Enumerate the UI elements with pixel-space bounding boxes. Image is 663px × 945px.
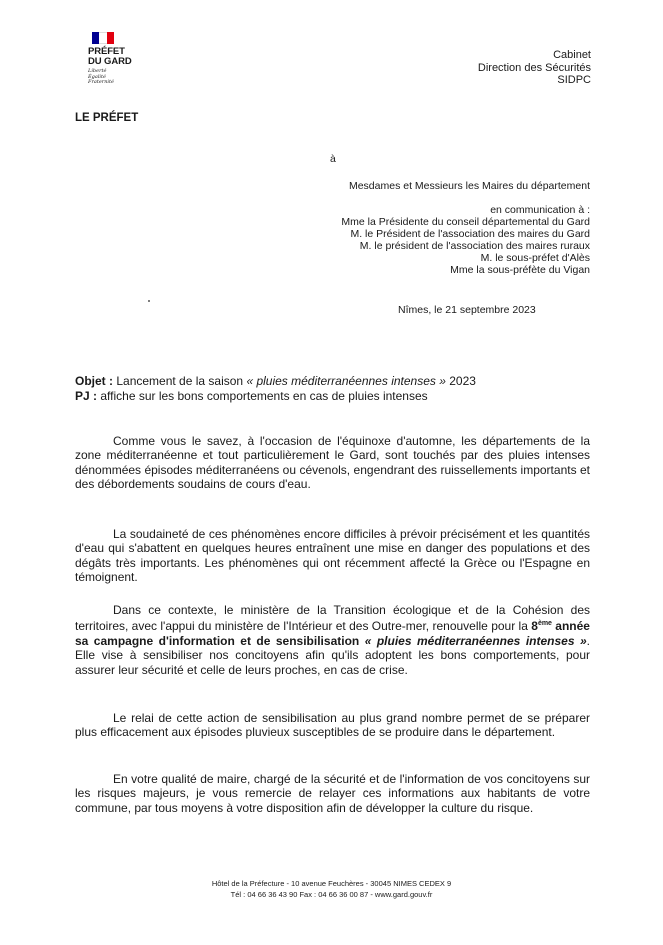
cc-item: M. le sous-préfet d'Alès	[480, 252, 590, 264]
logo-title: PRÉFET DU GARD	[88, 46, 132, 67]
addressees-block	[341, 180, 590, 276]
cc-item: Mme la sous-préfète du Vigan	[450, 264, 590, 276]
paragraph-3: Dans ce contexte, le ministère de la Transition écologique et de la Cohésion des territoires, avec l'appui du ministère de l'Intérieur et des Outre-mer, renouvelle pour la 8ème année sa campagne d'information et de sensibilisation « pluies méditerranéennes intenses ». Elle vise à sensibiliser nos concitoyens afin qu'ils adoptent les bons comportements, pour assurer leur sécurité et celle de leurs proches, en cas de crise.	[75, 603, 590, 677]
cc-item: M. le Président de l'association des maires du Gard	[350, 228, 590, 240]
objet-label: Objet :	[75, 374, 113, 388]
subject-block	[75, 374, 476, 403]
author-title: LE PRÉFET	[75, 112, 139, 124]
footer-address: Hôtel de la Préfecture - 10 avenue Feuchères - 30045 NIMES CEDEX 9	[211, 879, 452, 888]
main-addressee: Mesdames et Messieurs les Maires du département	[348, 180, 590, 192]
pj-label: PJ :	[75, 388, 98, 403]
sender-line: Cabinet	[553, 49, 591, 61]
sender-block	[478, 49, 591, 87]
paragraph-1: Comme vous le savez, à l'occasion de l'équinoxe d'automne, les départements de la zone méditerranéenne et tout particulièrement le Gard, sont touchés par des pluies intenses dénommées épisodes méditerranéens ou cévenols, engendrant des ruissellements importants et des débordements soudains de cours d'eau.	[75, 434, 590, 492]
pj-line: PJ : affiche sur les bons comportements en cas de pluies intenses	[75, 388, 428, 403]
prefecture-logo	[88, 32, 158, 86]
sender-line: Direction des Sécurités	[477, 61, 591, 74]
logo-motto: Liberté Égalité Fraternité	[88, 68, 114, 86]
cc-label: en communication à :	[490, 204, 590, 216]
paragraph-5: En votre qualité de maire, chargé de la sécurité et de l'information de vos concitoyens sur les risques majeurs, je vous remercie de relayer ces informations aux habitants de votre commune, par tous moyens à votre disposition afin de développer la culture du risque.	[75, 772, 590, 815]
scan-speck	[148, 300, 150, 302]
paragraph-4: Le relai de cette action de sensibilisation au plus grand nombre permet de se préparer plus efficacement aux épisodes pluvieux susceptibles de se produire dans le département.	[75, 711, 590, 740]
letter-date: Nîmes, le 21 septembre 2023	[398, 304, 536, 316]
footer-contact: Tél : 04 66 36 43 90 Fax : 04 66 36 00 87 - www.gard.gouv.fr	[230, 890, 433, 899]
sender-line: SIDPC	[557, 74, 591, 86]
cc-item: Mme la Présidente du conseil départemental du Gard	[341, 216, 590, 228]
objet-line: Objet : Lancement de la saison « pluies méditerranéennes intenses » 2023	[75, 374, 476, 388]
cc-item: M. le président de l'association des maires ruraux	[359, 240, 590, 252]
footer	[0, 878, 663, 900]
tricolor-flag-icon	[92, 32, 114, 44]
to-mark: à	[330, 153, 336, 165]
paragraph-2: La soudaineté de ces phénomènes encore difficiles à prévoir précisément et les quantités d'eau qui s'abattent en quelques heures entraînent une mise en danger des populations et des dégâts très importants. Les phénomènes qui ont récemment affecté la Grèce ou l'Espagne en témoignent.	[75, 527, 590, 585]
